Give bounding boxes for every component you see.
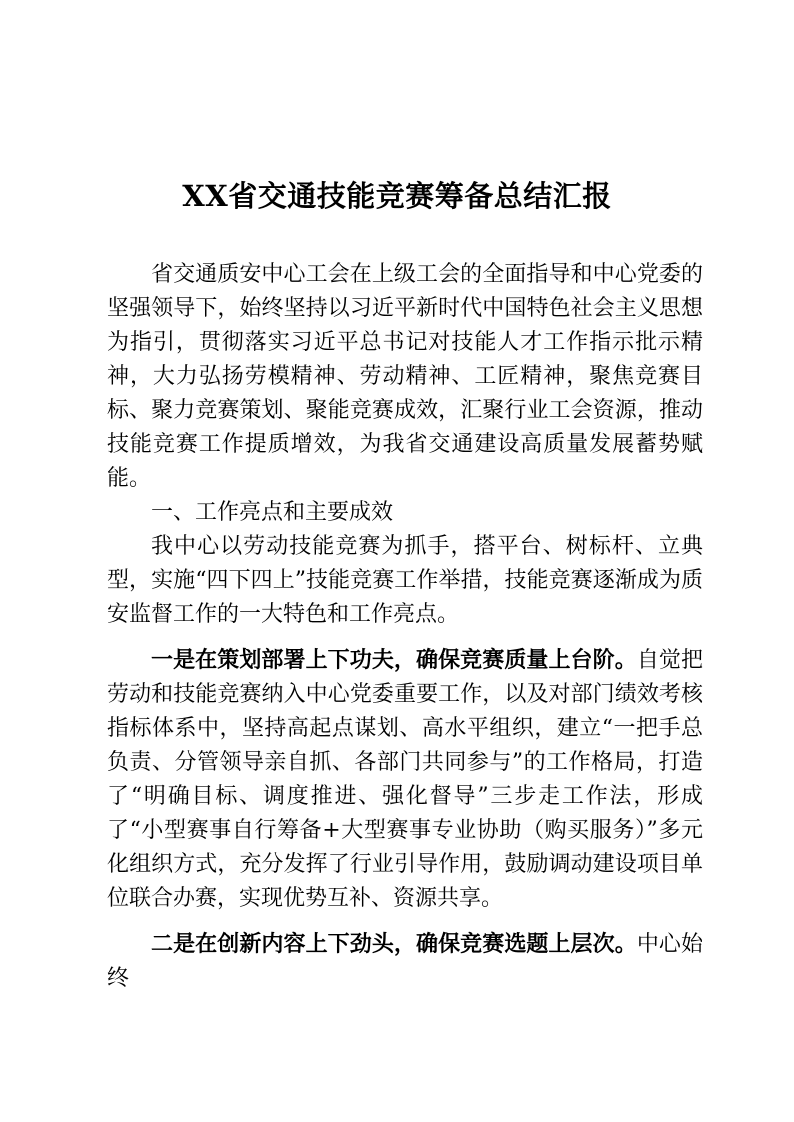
intro-paragraph: 省交通质安中心工会在上级工会的全面指导和中心党委的 坚强领导下，始终坚持以习近平新时代中国特色社会主义思想为指引，贯彻落实习近平总书记对技能人才工作指示批示精神，大力弘扬劳模精神、劳动精神、工匠精神，聚焦竞赛目标、聚力竞赛策划、聚能竞赛成效，汇聚行业工会资源，推动技能竞赛工作提质增效，为我省交通建设高质量发展蓄势赋能。: [107, 262, 703, 491]
point-two-lead: 二是在创新内容上下劲头，确保竞赛选题上层次。: [151, 932, 637, 957]
document-title: XX省交通技能竞赛筹备总结汇报: [182, 179, 612, 213]
point-two-text: 中心始终: [107, 932, 703, 991]
point-one-lead: 一是在策划部署上下功夫，确保竞赛质量上台阶。: [151, 648, 637, 673]
section-heading: 一、工作亮点和主要成效: [151, 500, 394, 525]
overview-paragraph: 我中心以劳动技能竞赛为抓手，搭平台、树标杆、立典型，实施“四下四上”技能竞赛工作举措，技能竞赛逐渐成为质安监督工作的一大特色和工作亮点。: [107, 534, 703, 627]
document-body: [107, 258, 703, 996]
point-one-paragraph: [107, 644, 703, 916]
point-two-paragraph: [107, 928, 703, 996]
point-one-text: 自觉把劳动和技能竞赛纳入中心党委重要工作，以及对部门绩效考核指标体系中，坚持高起点谋划、高水平组织，建立“一把手总负责、分管领导亲自抓、各部门共同参与”的工作格局，打造了“明确目标、调度推进、强化督导”三步走工作法，形成了“小型赛事自行筹备+大型赛事专业协助（购买服务）”多元化组织方式，充分发挥了行业引导作用，鼓励调动建设项目单位联合办赛，实现优势互补、资源共享。: [107, 648, 703, 911]
